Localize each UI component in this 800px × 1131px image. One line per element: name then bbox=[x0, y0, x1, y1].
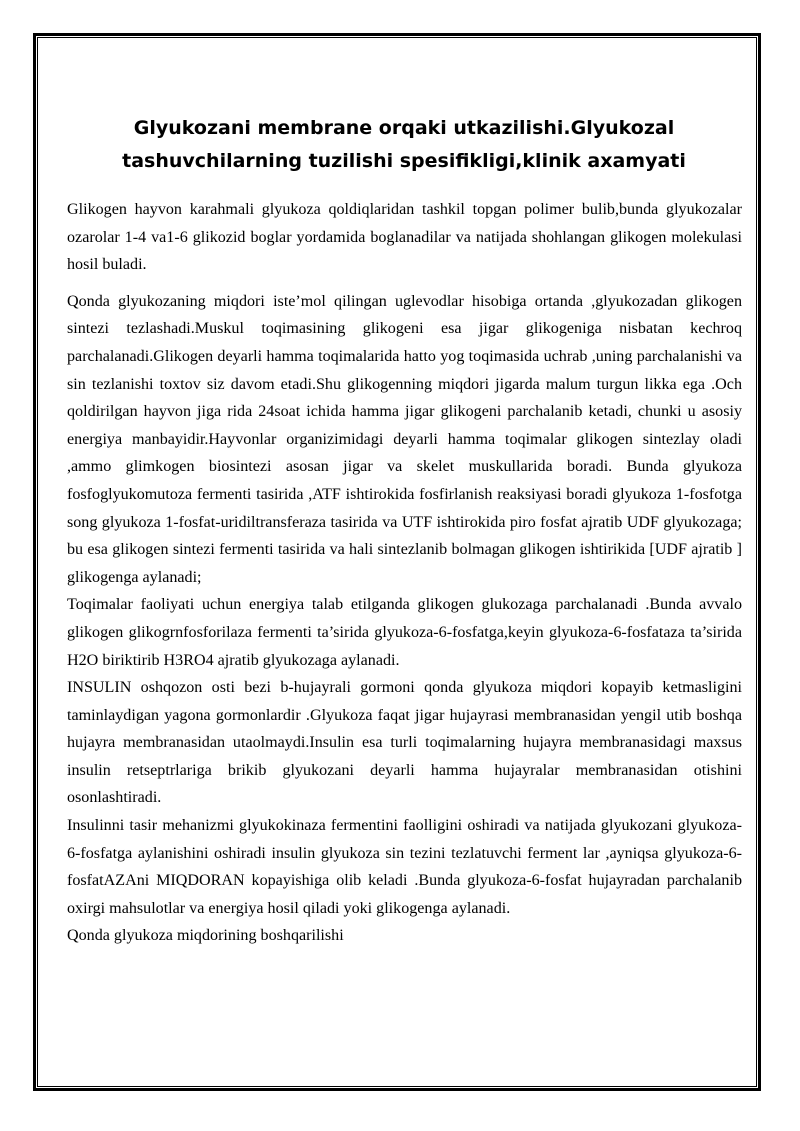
paragraph-glikogen-parchalanishi: Toqimalar faoliyati uchun energiya talab etilganda glikogen glukozaga parchalanadi .Bunda avvalo glikogen glikogrnfosforilaza fermenti ta’sirida glyukoza-6-fosfatga,keyin glyukoza-6-fosfataza ta’sirida H2O biriktirib H3RO4 ajratib glyukozaga aylanadi. bbox=[67, 596, 742, 669]
document-body bbox=[67, 196, 742, 950]
paragraph-insulin-mexanizmi: Insulinni tasir mehanizmi glyukokinaza fermentini faolligini oshiradi va natijada glyukozani glyukoza-6-fosfatga aylanishini oshiradi insulin glyukoza sin tezini tezlatuvchi ferment lar ,ayniqsa glyukoza-6-fosfatAZAni MIQDORAN kopayishiga olib keladi .Bunda glyukoza-6-fosfat hujayradan parchalanib oxirgi mahsulotlar va energiya hosil qiladi yoki glikogenga aylanadi. bbox=[67, 817, 742, 917]
section-heading-qonda-glyukoza: Qonda glyukoza miqdorining boshqarilishi bbox=[67, 927, 344, 945]
paragraph-glikogen-sintezi: Qonda glyukozaning miqdori iste’mol qilingan uglevodlar hisobiga ortanda ,glyukozadan glikogen sintezi tezlashadi.Muskul toqimasining glikogeni esa jigar glikogeniga nisbatan kechroq parchalanadi.Glikogen deyarli hamma toqimalarida hatto yog toqimasida uchrab ,uning parchalanishi va sin tezlanishi toxtov siz davom etadi.Shu glikogenning miqdori jigarda malum turgun likka ega .Och qoldirilgan hayvon jiga rida 24soat ichida hamma jigar glikogeni parchalanib ketadi, chunki u asosiy energiya manbayidir.Hayvonlar organizimidagi deyarli hamma toqimalar glikogen sintezlay oladi ,ammo glimkogen biosintezi asosan jigar va skelet muskullarida boradi. Bunda glyukoza fosfoglyukomutoza fermenti tasirida ,ATF ishtirokida fosfirlanish reaksiyasi boradi glyukoza 1-fosfotga song glyukoza 1-fosfat-uridiltransferaza tasirida va UTF ishtirokida piro fosfat ajratib UDF glyukozaga; bu esa glikogen sintezi fermenti tasirida va hali sintezlanib bolmagan glikogen ishtirikida [UDF ajratib ] glikogenga aylanadi; bbox=[67, 292, 742, 586]
document-title bbox=[66, 112, 742, 178]
paragraph-glikogen-intro: Glikogen hayvon karahmali glyukoza qoldiqlaridan tashkil topgan polimer bulib,bunda glyukozalar ozarolar 1-4 va1-6 glikozid boglar yordamida boglanadilar va natijada shohlangan glikogen molekulasi hosil buladi. bbox=[67, 201, 742, 274]
title-line-2: tashuvchilarning tuzilishi spesifikligi,klinik axamyati bbox=[122, 150, 686, 172]
paragraph-insulin: INSULIN oshqozon osti bezi b-hujayrali gormoni qonda glyukoza miqdori kopayib ketmasligini taminlaydigan yagona gormonlardir .Glyukoza faqat jigar hujayrasi membranasidan yengil utib boshqa hujayra membranasidan utaolmaydi.Insulin esa turli toqimalarning hujayra membranasidagi maxsus insulin retseptrlariga brikib glyukozani deyarli hamma hujayralar membranasidan otishini osonlashtiradi. bbox=[67, 679, 742, 807]
title-line-1: Glyukozani membrane orqaki utkazilishi.Glyukozal bbox=[133, 117, 675, 139]
